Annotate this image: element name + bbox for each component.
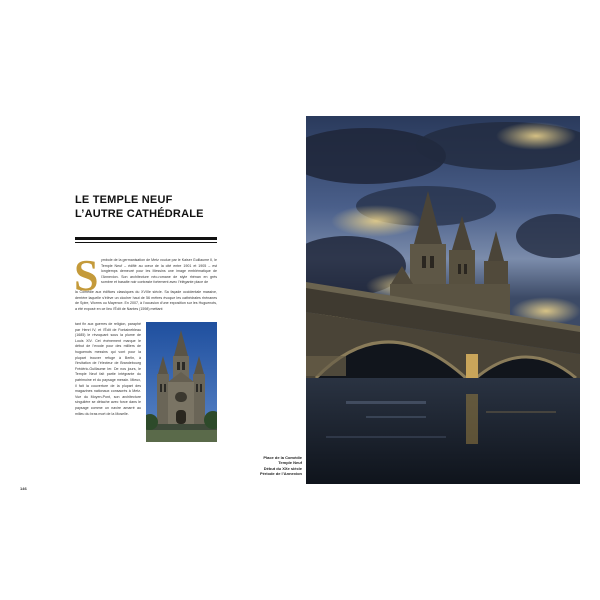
caption-line-2: Temple Neuf bbox=[278, 460, 302, 466]
temple-neuf-small-photo bbox=[146, 322, 217, 442]
article-paragraph-intro: ymbole de la germanisation de Metz voulue par le Kaiser Guillaume II, le Temple Neuf – édifié au cœur de la cité entre 1901 et 1905 – est longtemps demeuré pour les Messins une image emblématique de l’Annexion. Son architecture néo-romane de style rhénan en grès sombre et basalte noir contraste fortement avec l’élégante place de bbox=[101, 258, 217, 285]
caption-line-1: Place de la Comédie bbox=[263, 455, 302, 460]
article-paragraph-narrow: tant fin aux guerres de religion, paraphé par Henri IV, et l’Édit de Fontainebleau (1685) le révoquant sous la plume de Louis XIV. Cet événement marque le début de l’exode pour des milliers de huguenots messins qui vont pour la plupart trouver refuge à Berlin, à l’invitation de l’électeur de Brandebourg Frédéric-Guillaume Ier. De nos jours, le Temple Neuf fait partie intégrante du patrimoine et du paysage messin. Mieux, il fait la couverture de la plupart des magazines nationaux consacrés à Metz. Vue du Moyen-Pont, son architecture singulière se détache avec force dans le paysage comme un navire amarré au milieu du bras mort de la Moselle. bbox=[75, 322, 141, 416]
heading-rule-thick bbox=[75, 237, 217, 240]
page-number: 146 bbox=[20, 486, 27, 491]
caption-line-3: Début du XXe siècle bbox=[263, 465, 302, 471]
photo-caption bbox=[236, 455, 302, 477]
heading-rule-thin bbox=[75, 242, 217, 243]
temple-bridge-illustration bbox=[306, 116, 580, 484]
temple-neuf-bridge-photo bbox=[306, 116, 580, 484]
article-heading bbox=[75, 193, 225, 221]
heading-line-1: LE TEMPLE NEUF bbox=[75, 194, 173, 206]
temple-neuf-illustration bbox=[146, 322, 217, 442]
heading-line-2: L’AUTRE CATHÉDRALE bbox=[75, 208, 204, 220]
article-paragraph-full-width: la Comédie aux édifices classiques du XVIIIe siècle. Sa façade occidentale massive, derrière laquelle s’élève un clocher haut de 56 mètres évoque les cathédrales rhénanes de Spire, Worms ou Mayence. En 2007, à l’occasion d’une exposition sur les Huguenots, a été exposé en ce lieu l’Édit de Nantes (1598) mettant bbox=[75, 290, 217, 311]
drop-cap: S bbox=[74, 251, 99, 300]
caption-line-4: Période de l’Annexion bbox=[259, 471, 302, 477]
